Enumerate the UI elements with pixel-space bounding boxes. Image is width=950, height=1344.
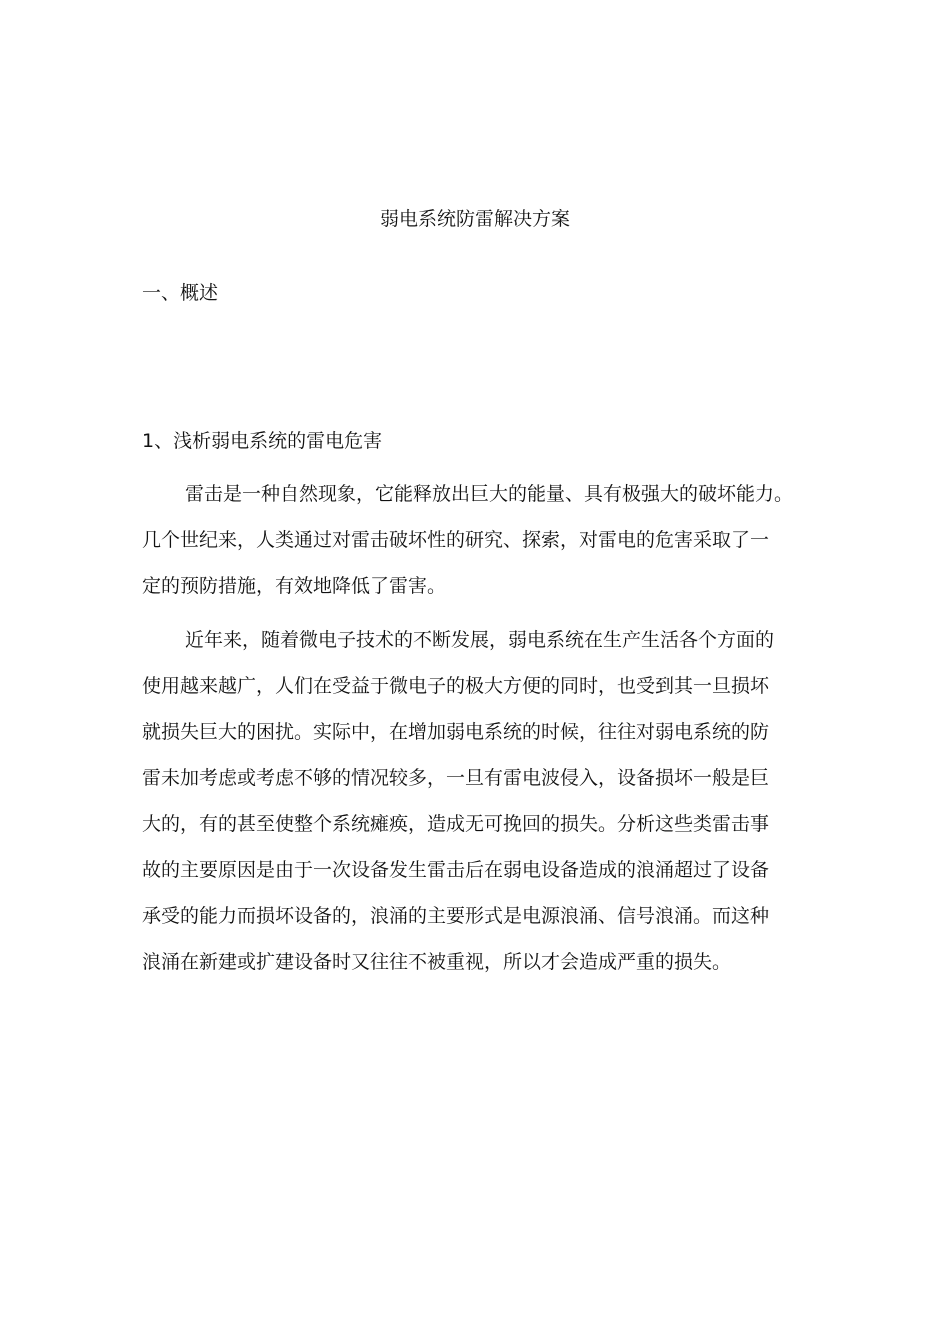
paragraph-line: 使用越来越广，人们在受益于微电子的极大方便的同时，也受到其一旦损坏 [142, 675, 770, 697]
paragraph-line: 浪涌在新建或扩建设备时又往往不被重视，所以才会造成严重的损失。 [142, 951, 732, 973]
subsection-heading: 1、浅析弱电系统的雷电危害 [142, 430, 383, 452]
paragraph-line: 近年来，随着微电子技术的不断发展，弱电系统在生产生活各个方面的 [185, 629, 775, 651]
paragraph-line: 就损失巨大的困扰。实际中，在增加弱电系统的时候，往往对弱电系统的防 [142, 721, 770, 743]
paragraph-lightning-nature [142, 471, 822, 609]
paragraph-weak-current-risk [142, 617, 822, 985]
paragraph-line: 几个世纪来，人类通过对雷击破坏性的研究、探索，对雷电的危害采取了一 [142, 529, 770, 551]
paragraph-line: 雷击是一种自然现象，它能释放出巨大的能量、具有极强大的破坏能力。 [185, 483, 794, 505]
document-title: 弱电系统防雷解决方案 [379, 208, 570, 230]
paragraph-line: 定的预防措施，有效地降低了雷害。 [142, 575, 447, 597]
section-heading: 一、概述 [142, 282, 219, 304]
paragraph-line: 大的，有的甚至使整个系统瘫痪，造成无可挽回的损失。分析这些类雷击事 [142, 813, 770, 835]
paragraph-line: 故的主要原因是由于一次设备发生雷击后在弱电设备造成的浪涌超过了设备 [142, 859, 770, 881]
paragraph-line: 雷未加考虑或考虑不够的情况较多，一旦有雷电波侵入，设备损坏一般是巨 [142, 767, 770, 789]
paragraph-line: 承受的能力而损坏设备的，浪涌的主要形式是电源浪涌、信号浪涌。而这种 [142, 905, 770, 927]
